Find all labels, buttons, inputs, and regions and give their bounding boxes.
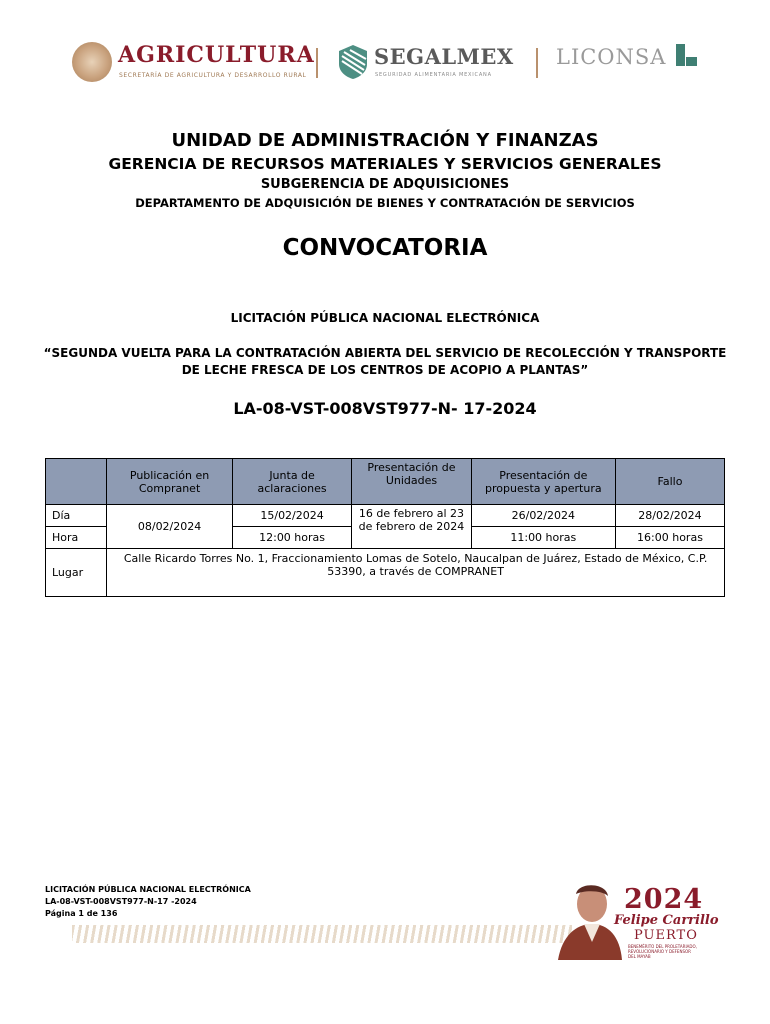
cell-junta-hora: 12:00 horas (232, 527, 351, 549)
unit-title: UNIDAD DE ADMINISTRACIÓN Y FINANZAS (171, 130, 599, 151)
header-publicacion: Publicación en Compranet (107, 459, 233, 505)
year-2024-logo: 2024 (624, 884, 704, 915)
agricultura-subtitle: SECRETARÍA DE AGRICULTURA Y DESARROLLO RURAL (119, 72, 307, 79)
table-row-lugar (46, 549, 725, 597)
segalmex-logo-text: SEGALMEX (374, 44, 514, 69)
footer-code: LA-08-VST-008VST977-N-17 -2024 (45, 897, 197, 906)
header-junta: Junta de aclaraciones (232, 459, 351, 505)
cell-publicacion: 08/02/2024 (107, 505, 233, 549)
segalmex-subtitle: SEGURIDAD ALIMENTARIA MEXICANA (375, 72, 492, 78)
header-propuesta: Presentación de propuesta y apertura (471, 459, 615, 505)
service-description: “SEGUNDA VUELTA PARA LA CONTRATACIÓN ABIERTA DEL SERVICIO DE RECOLECCIÓN Y TRANSPORTE DE LECHE FRESCA DE LOS CENTROS DE ACOPIO A PLANTAS” (43, 346, 727, 377)
felipe-carrillo-text: Felipe Carrillo (614, 913, 719, 928)
table-corner-cell (46, 459, 107, 505)
decorative-pattern (72, 925, 572, 943)
licitacion-code: LA-08-VST-008VST977-N- 17-2024 (233, 399, 537, 418)
puerto-text: PUERTO (634, 928, 698, 943)
cell-fallo-dia: 28/02/2024 (615, 505, 724, 527)
table-row-dia (46, 505, 725, 527)
liconsa-icon (674, 44, 698, 68)
row-label-hora: Hora (46, 527, 107, 549)
header-fallo: Fallo (615, 459, 724, 505)
footer-tagline: BENEMÉRITO DEL PROLETARIADO, REVOLUCIONARIO Y DEFENSOR DEL MAYAB (628, 944, 697, 959)
footer-page-number: Página 1 de 136 (45, 909, 118, 918)
header-unidades: Presentación de Unidades (352, 459, 471, 505)
gerencia-title: GERENCIA DE RECURSOS MATERIALES Y SERVICIOS GENERALES (108, 155, 662, 173)
row-label-dia: Día (46, 505, 107, 527)
cell-junta-dia: 15/02/2024 (232, 505, 351, 527)
table-header-row (46, 459, 725, 505)
header-logos (70, 38, 710, 88)
cell-lugar: Calle Ricardo Torres No. 1, Fraccionamiento Lomas de Sotelo, Naucalpan de Juárez, Estado de México, C.P. 53390, a través de COMPRANET (107, 549, 725, 597)
segalmex-shield-icon (338, 44, 368, 80)
liconsa-logo-text: LICONSA (556, 45, 667, 69)
cell-propuesta-dia: 26/02/2024 (471, 505, 615, 527)
national-seal-icon (72, 42, 112, 82)
divider (316, 48, 318, 78)
subgerencia-title: SUBGERENCIA DE ADQUISICIONES (260, 177, 510, 192)
departamento-title: DEPARTAMENTO DE ADQUISICIÓN DE BIENES Y CONTRATACIÓN DE SERVICIOS (135, 196, 635, 210)
row-label-lugar: Lugar (46, 549, 107, 597)
cell-fallo-hora: 16:00 horas (615, 527, 724, 549)
cell-unidades: 16 de febrero al 23 de febrero de 2024 (352, 505, 471, 549)
cell-propuesta-hora: 11:00 horas (471, 527, 615, 549)
agricultura-logo-text: AGRICULTURA (118, 42, 315, 68)
licitacion-title: LICITACIÓN PÚBLICA NACIONAL ELECTRÓNICA (230, 311, 540, 325)
convocatoria-title: CONVOCATORIA (282, 235, 488, 261)
divider (536, 48, 538, 78)
portrait-icon (556, 880, 622, 960)
schedule-table (45, 458, 725, 597)
footer-licitacion: LICITACIÓN PÚBLICA NACIONAL ELECTRÓNICA (45, 885, 251, 894)
